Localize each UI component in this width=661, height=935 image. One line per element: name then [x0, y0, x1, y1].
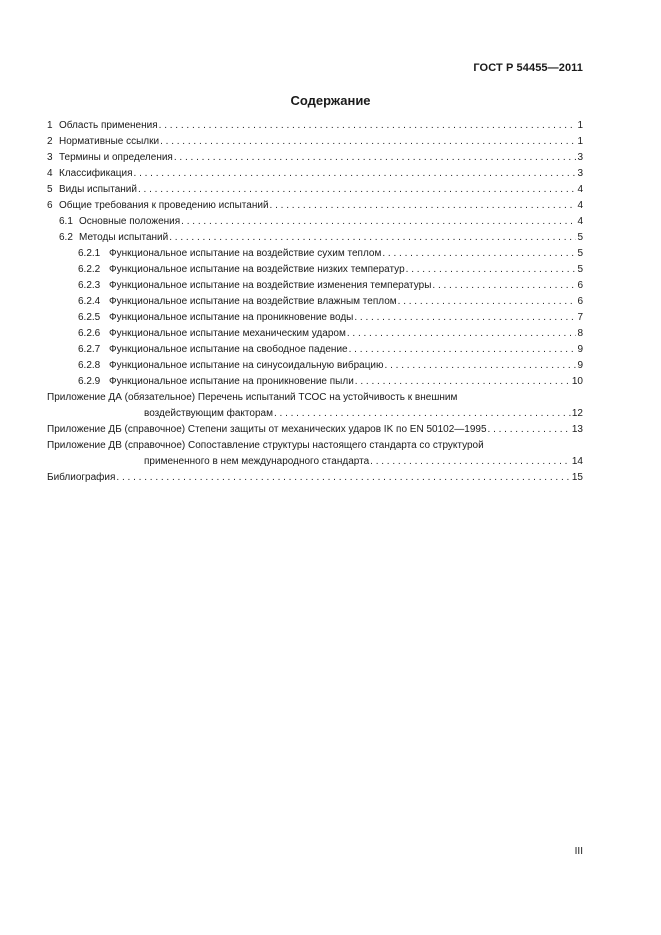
- toc-entry-page: 13: [571, 424, 583, 435]
- toc-entry-6-2[interactable]: [47, 230, 583, 246]
- toc-entry-page: 4: [577, 216, 583, 227]
- toc-entry-title: Область применения: [59, 120, 158, 131]
- toc-appendix-title: Приложение ДА (обязательное) Перечень испытаний ТСОС на устойчивость к внешним: [47, 392, 458, 403]
- toc-entry-6[interactable]: [47, 198, 583, 214]
- page-number: III: [574, 846, 583, 857]
- toc-entry-6-2-9[interactable]: [47, 374, 583, 390]
- toc-entry-page: 15: [571, 472, 583, 483]
- toc-entry-6-2-7[interactable]: [47, 342, 583, 358]
- toc-leader-dots: [354, 310, 576, 326]
- toc-entry-title: Функциональное испытание на свободное падение: [109, 344, 348, 355]
- toc-appendix-dv[interactable]: [47, 438, 583, 470]
- toc-entry-6-2-5[interactable]: [47, 310, 583, 326]
- toc-appendix-title: Приложение ДВ (справочное) Сопоставление структуры настоящего стандарта со структурой: [47, 440, 484, 451]
- toc-entry-page: 12: [571, 408, 583, 419]
- toc-entry-number: 5: [47, 184, 53, 195]
- toc-appendix-db[interactable]: [47, 422, 583, 438]
- toc-entry-title: Функциональное испытание на воздействие низких температур: [109, 264, 405, 275]
- toc-leader-dots: [355, 374, 571, 390]
- toc-appendix-da[interactable]: [47, 390, 583, 422]
- toc-leader-dots: [385, 358, 577, 374]
- toc-entry-title: Функциональное испытание на воздействие изменения температуры: [109, 280, 432, 291]
- toc-leader-dots: [270, 198, 577, 214]
- toc-leader-dots: [370, 454, 571, 470]
- toc-leader-dots: [116, 470, 570, 486]
- toc-entry-number: 6.2.8: [78, 360, 101, 371]
- toc-entry-number: 6.2.4: [78, 296, 101, 307]
- toc-entry-6-2-6[interactable]: [47, 326, 583, 342]
- toc-entry-6-2-1[interactable]: [47, 246, 583, 262]
- toc-entry-title: Общие требования к проведению испытаний: [59, 200, 269, 211]
- toc-entry-number: 6.2.9: [78, 376, 101, 387]
- toc-bibliography[interactable]: [47, 470, 583, 486]
- toc-entry-page: 6: [577, 280, 583, 291]
- toc-entry-number: 6.2.5: [78, 312, 101, 323]
- toc-leader-dots: [432, 278, 576, 294]
- toc-leader-dots: [349, 342, 577, 358]
- toc-entry-page: 9: [577, 344, 583, 355]
- toc-entry-page: 9: [577, 360, 583, 371]
- toc-entry-6-2-4[interactable]: [47, 294, 583, 310]
- toc-leader-dots: [181, 214, 576, 230]
- toc-entry-6-2-2[interactable]: [47, 262, 583, 278]
- toc-entry-page: 10: [571, 376, 583, 387]
- toc-appendix-title-continued: воздействующим факторам: [144, 408, 273, 419]
- document-code: ГОСТ Р 54455—2011: [473, 62, 583, 74]
- toc-entry-title: Виды испытаний: [59, 184, 137, 195]
- toc-entry-number: 6.2.2: [78, 264, 101, 275]
- toc-appendix-title-continued: примененного в нем международного стандарта: [144, 456, 370, 467]
- toc-entry-page: 1: [577, 136, 583, 147]
- toc-entry-number: 4: [47, 168, 53, 179]
- toc-entry-page: 8: [577, 328, 583, 339]
- toc-entry-page: 14: [571, 456, 583, 467]
- toc-entry-title: Библиография: [47, 472, 116, 483]
- toc-leader-dots: [174, 150, 577, 166]
- toc-entry-number: 6: [47, 200, 53, 211]
- toc-entry-page: 4: [577, 200, 583, 211]
- toc-entry-6-2-3[interactable]: [47, 278, 583, 294]
- toc-entry-2[interactable]: [47, 134, 583, 150]
- toc-entry-title: Функциональное испытание на проникновение воды: [109, 312, 354, 323]
- toc-leader-dots: [169, 230, 576, 246]
- toc-entry-5[interactable]: [47, 182, 583, 198]
- toc-entry-title: Функциональное испытание на проникновение пыли: [109, 376, 354, 387]
- toc-entry-page: 7: [577, 312, 583, 323]
- toc-entry-title: Классификация: [59, 168, 133, 179]
- toc-entry-title: Основные положения: [79, 216, 181, 227]
- toc-entry-title: Функциональное испытание на воздействие сухим теплом: [109, 248, 382, 259]
- toc-leader-dots: [160, 134, 576, 150]
- toc-entry-page: 6: [577, 296, 583, 307]
- toc-entry-title: Функциональное испытание на синусоидальную вибрацию: [109, 360, 384, 371]
- toc-entry-number: 6.1: [59, 216, 73, 227]
- toc-leader-dots: [138, 182, 576, 198]
- toc-entry-number: 2: [47, 136, 53, 147]
- page-title: Содержание: [290, 93, 371, 108]
- toc-entry-page: 1: [577, 120, 583, 131]
- toc-entry-page: 3: [577, 152, 583, 163]
- toc-entry-number: 6.2: [59, 232, 73, 243]
- toc-leader-dots: [134, 166, 577, 182]
- toc-leader-dots: [347, 326, 577, 342]
- toc-entry-page: 3: [577, 168, 583, 179]
- toc-entry-page: 5: [577, 248, 583, 259]
- toc-leader-dots: [382, 246, 576, 262]
- toc-entry-title: Методы испытаний: [79, 232, 169, 243]
- toc-entry-3[interactable]: [47, 150, 583, 166]
- toc-entry-6-1[interactable]: [47, 214, 583, 230]
- toc-entry-6-2-8[interactable]: [47, 358, 583, 374]
- toc-entry-number: 3: [47, 152, 53, 163]
- toc-entry-title: Функциональное испытание механическим ударом: [109, 328, 346, 339]
- toc-entry-page: 5: [577, 264, 583, 275]
- toc-entry-4[interactable]: [47, 166, 583, 182]
- toc-leader-dots: [159, 118, 577, 134]
- toc-leader-dots: [398, 294, 577, 310]
- toc-entry-number: 6.2.6: [78, 328, 101, 339]
- toc-entry-number: 6.2.1: [78, 248, 101, 259]
- toc-entry-1[interactable]: [47, 118, 583, 134]
- toc-entry-page: 4: [577, 184, 583, 195]
- toc-entry-number: 6.2.7: [78, 344, 101, 355]
- toc-leader-dots: [488, 422, 571, 438]
- toc-entry-title: Термины и определения: [59, 152, 173, 163]
- toc-entry-number: 1: [47, 120, 53, 131]
- toc-entry-number: 6.2.3: [78, 280, 101, 291]
- toc-entry-title: Нормативные ссылки: [59, 136, 160, 147]
- toc-appendix-title: Приложение ДБ (справочное) Степени защиты от механических ударов IK по EN 50102—1995: [47, 424, 487, 435]
- table-of-contents: [47, 118, 583, 486]
- toc-leader-dots: [406, 262, 577, 278]
- toc-leader-dots: [274, 406, 571, 422]
- toc-entry-title: Функциональное испытание на воздействие влажным теплом: [109, 296, 397, 307]
- toc-entry-page: 5: [577, 232, 583, 243]
